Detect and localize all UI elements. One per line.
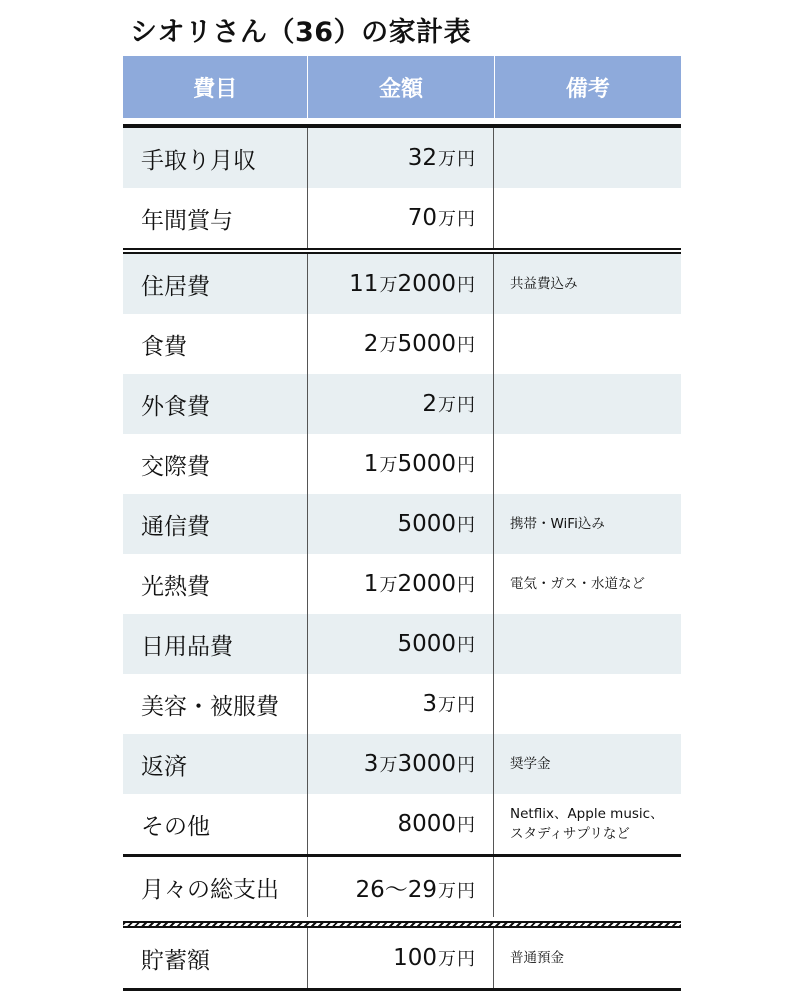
row-item: 年間賞与 [123, 188, 308, 248]
row-item: 光熱費 [123, 554, 308, 614]
row-amount: 3万3000円 [308, 734, 494, 794]
table-row [123, 254, 681, 314]
income-section [123, 128, 681, 248]
row-note: 携帯・WiFi込み [510, 516, 605, 532]
total-row [123, 857, 681, 917]
row-amount: 1万5000円 [308, 434, 494, 494]
row-item: 美容・被服費 [123, 674, 308, 734]
bottom-rule [123, 988, 681, 991]
row-note [494, 374, 681, 434]
table-row [123, 188, 681, 248]
row-note [494, 314, 681, 374]
row-note [494, 188, 681, 248]
expense-section [123, 254, 681, 854]
row-amount: 70万円 [308, 188, 494, 248]
table-row [123, 554, 681, 614]
row-item: 交際費 [123, 434, 308, 494]
table-row [123, 434, 681, 494]
table-header [123, 56, 681, 118]
row-item: その他 [123, 794, 308, 854]
header-amount: 金額 [308, 56, 494, 118]
header-note: 備考 [565, 76, 610, 102]
row-item: 食費 [123, 314, 308, 374]
row-item: 外食費 [123, 374, 308, 434]
row-note [494, 614, 681, 674]
row-amount: 3万円 [308, 674, 494, 734]
savings-row [123, 928, 681, 988]
table-row [123, 794, 681, 854]
table-row [123, 374, 681, 434]
row-item: 通信費 [123, 494, 308, 554]
header-item: 費目 [123, 56, 308, 118]
total-amount: 26〜29万円 [308, 857, 494, 917]
table-row [123, 614, 681, 674]
savings-note: 普通預金 [510, 950, 564, 966]
row-note: 共益費込み [510, 276, 578, 292]
row-note: 奨学金 [510, 756, 551, 772]
total-note [494, 857, 681, 917]
row-amount: 8000円 [308, 794, 494, 854]
row-amount: 2万円 [308, 374, 494, 434]
row-note [494, 434, 681, 494]
table-row [123, 314, 681, 374]
row-note [494, 128, 681, 188]
row-amount: 11万2000円 [308, 254, 494, 314]
table-row [123, 494, 681, 554]
row-item: 日用品費 [123, 614, 308, 674]
table-row [123, 674, 681, 734]
row-amount: 32万円 [308, 128, 494, 188]
savings-amount: 100万円 [308, 928, 494, 988]
row-item: 住居費 [123, 254, 308, 314]
table-row [123, 128, 681, 188]
row-note [494, 674, 681, 734]
row-amount: 5000円 [308, 494, 494, 554]
savings-rule [123, 921, 681, 928]
row-note: Netflix、Apple music、 スタディサプリなど [510, 806, 664, 842]
page-title: シオリさん（36）の家計表 [130, 17, 472, 48]
savings-item: 貯蓄額 [123, 928, 308, 988]
total-item: 月々の総支出 [123, 857, 308, 917]
row-note: 電気・ガス・水道など [510, 576, 645, 592]
row-amount: 1万2000円 [308, 554, 494, 614]
row-amount: 2万5000円 [308, 314, 494, 374]
table-row [123, 734, 681, 794]
row-amount: 5000円 [308, 614, 494, 674]
row-item: 返済 [123, 734, 308, 794]
budget-table [123, 56, 681, 991]
row-item: 手取り月収 [123, 128, 308, 188]
